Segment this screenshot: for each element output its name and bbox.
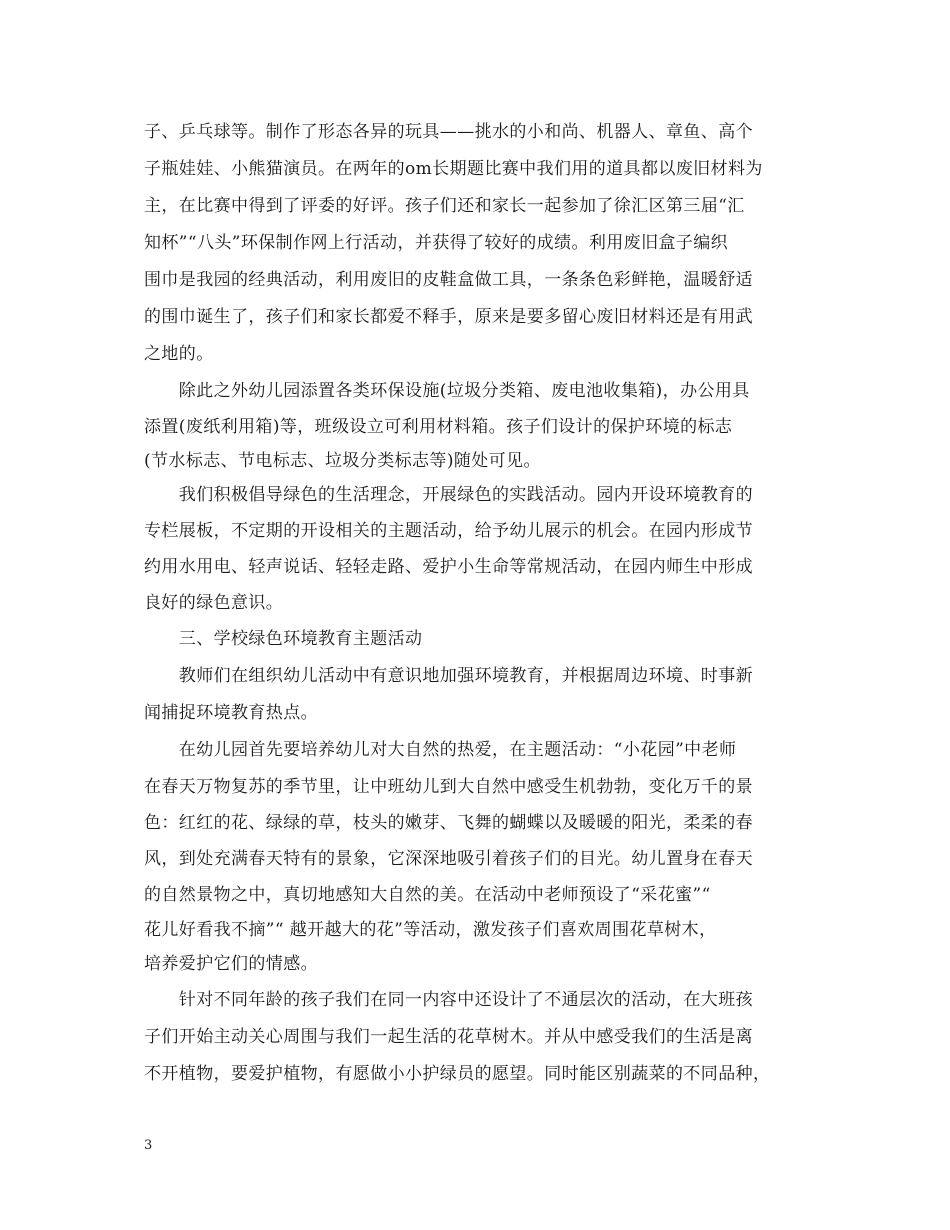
text-line: 我们积极倡导绿色的生活理念，开展绿色的实践活动。园内开设环境教育的	[144, 485, 753, 505]
text-line: 围巾是我园的经典活动，利用废旧的皮鞋盒做工具，一条条色彩鲜艳，温暖舒适	[144, 270, 753, 290]
text-line: 主，在比赛中得到了评委的好评。孩子们还和家长一起参加了徐汇区第三届“汇	[144, 196, 745, 216]
text-line: 不开植物，要爱护植物，有愿做小小护绿员的愿望。同时能区别蔬菜的不同品种，	[144, 1064, 771, 1084]
page-number: 3	[144, 1138, 153, 1153]
text-line: 针对不同年龄的孩子我们在同一内容中还设计了不通层次的活动，在大班孩	[144, 990, 753, 1010]
text-line: 子们开始主动关心周围与我们一起生活的花草树木。并从中感受我们的生活是离	[144, 1027, 753, 1047]
text-line: 之地的。	[144, 344, 214, 364]
text-line: 培养爱护它们的情感。	[144, 954, 318, 974]
text-line: 的自然景物之中，真切地感知大自然的美。在活动中老师预设了“采花蜜”“	[144, 885, 711, 905]
text-line: 知杯”“八头”环保制作网上行活动，并获得了较好的成绩。利用废旧盒子编织	[144, 233, 729, 253]
text-line: (节水标志、节电标志、垃圾分类标志等)随处可见。	[144, 451, 541, 471]
text-line: 闻捕捉环境教育热点。	[144, 703, 318, 723]
text-line: 子、乒乓球等。制作了形态各异的玩具——挑水的小和尚、机器人、章鱼、高个	[144, 122, 753, 142]
text-line: 专栏展板，不定期的开设相关的主题活动，给予幼儿展示的机会。在园内形成节	[144, 521, 753, 541]
text-line: 子瓶娃娃、小熊猫演员。在两年的om长期题比赛中我们用的道具都以废旧材料为	[144, 159, 763, 179]
text-line: 除此之外幼儿园添置各类环保设施(垃圾分类箱、废电池收集箱)，办公用具	[144, 381, 750, 401]
text-line: 良好的绿色意识。	[144, 593, 284, 613]
text-line: 在幼儿园首先要培养幼儿对大自然的热爱，在主题活动：“小花园”中老师	[144, 740, 737, 760]
text-line: 教师们在组织幼儿活动中有意识地加强环境教育，并根据周边环境、时事新	[144, 666, 753, 686]
text-line: 风，到处充满春天特有的景象，它深深地吸引着孩子们的目光。幼儿置身在春天	[144, 849, 753, 869]
text-line: 色：红红的花、绿绿的草，枝头的嫩芽、飞舞的蝴蝶以及暖暖的阳光，柔柔的春	[144, 813, 753, 833]
text-line: 添置(废纸利用箱)等，班级设立可利用材料箱。孩子们设计的保护环境的标志	[144, 417, 733, 437]
text-line: 的围巾诞生了，孩子们和家长都爱不释手，原来是要多留心废旧材料还是有用武	[144, 307, 753, 327]
text-line: 约用水用电、轻声说话、轻轻走路、爱护小生命等常规活动，在园内师生中形成	[144, 557, 753, 577]
text-line: 花儿好看我不摘”“ 越开越大的花”等活动，激发孩子们喜欢周围花草树木，	[144, 920, 717, 940]
text-line: 在春天万物复苏的季节里，让中班幼儿到大自然中感受生机勃勃，变化万千的景	[144, 777, 753, 797]
section-heading: 三、学校绿色环境教育主题活动	[144, 629, 423, 649]
